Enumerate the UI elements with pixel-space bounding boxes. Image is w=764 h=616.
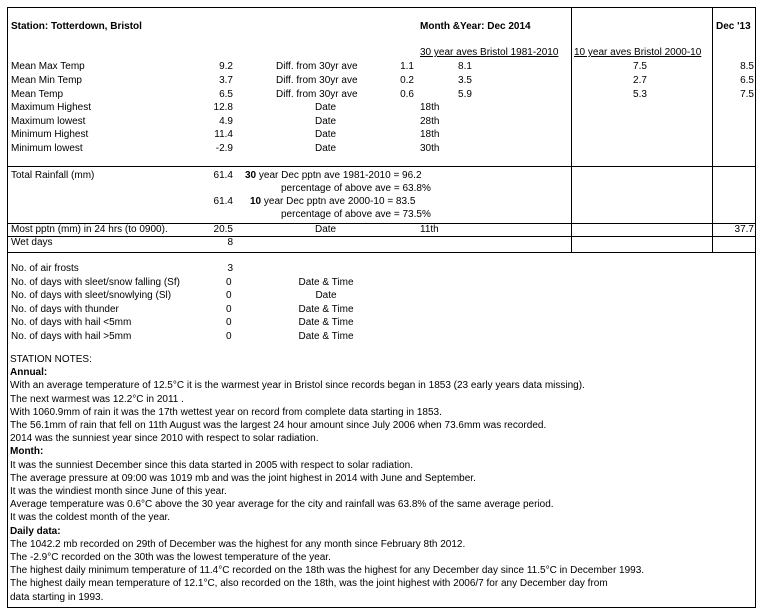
temp-prev: 7.5 [740, 89, 754, 100]
temp-diff-label: Diff. from 30yr ave [276, 61, 358, 72]
note-line: The 1042.2 mb recorded on 29th of December was the highest for any month since February 8th 2012. [10, 538, 466, 550]
rainfall-label: Total Rainfall (mm) [11, 170, 95, 181]
row-divider-temps [8, 166, 756, 167]
note-line: It was the sunniest December since this data started in 2005 with respect to solar radiation. [10, 459, 413, 471]
count-extra: Date & Time [298, 331, 354, 342]
temp-date: 18th [420, 129, 440, 140]
temp-label: Minimum Highest [11, 129, 89, 140]
count-label: No. of days with hail >5mm [11, 331, 132, 342]
prev-year-title: Dec '13 [716, 21, 751, 32]
temp-value: 9.2 [219, 61, 233, 72]
temp-date: 18th [420, 102, 440, 113]
note-line: The average pressure at 09:00 was 1019 mb and was the joint highest in 2014 with June and September. [10, 472, 476, 484]
count-value: 0 [226, 290, 232, 301]
col-divider-10yr [571, 8, 572, 253]
note-line: data starting in 1993. [10, 591, 104, 603]
temp-date-label: Date [315, 116, 337, 127]
temp-ave10: 2.7 [633, 75, 647, 86]
row-divider-most [8, 236, 756, 237]
rainfall-30yr-line [245, 170, 422, 182]
temp-ave10: 7.5 [633, 61, 647, 72]
count-label: No. of days with hail <5mm [11, 317, 132, 328]
ave30-heading: 30 year aves Bristol 1981-2010 [420, 47, 559, 58]
temp-label: Mean Temp [11, 89, 64, 100]
temp-label: Maximum lowest [11, 116, 86, 127]
col-divider-prev [712, 8, 713, 253]
count-extra: Date & Time [298, 277, 354, 288]
notes-month-heading: Month: [10, 446, 44, 458]
temp-prev: 6.5 [740, 75, 754, 86]
count-extra: Date [315, 290, 337, 301]
rainfall-10yr-bold: 10 [250, 196, 262, 207]
count-extra: Date & Time [298, 317, 354, 328]
temp-ave30: 8.1 [458, 61, 472, 72]
notes-daily-heading: Daily data: [10, 525, 61, 537]
rainfall-30yr-text: year Dec pptn ave 1981-2010 = 96.2 [256, 170, 422, 181]
rainfall-value-2: 61.4 [213, 196, 233, 207]
temp-prev: 8.5 [740, 61, 754, 72]
rainfall-30yr-bold: 30 [245, 170, 257, 181]
temp-value: 12.8 [213, 102, 233, 113]
temp-label: Minimum lowest [11, 143, 83, 154]
count-label: No. of days with sleet/snow falling (Sf) [11, 277, 180, 288]
temp-date: 28th [420, 116, 440, 127]
temp-diff-label: Diff. from 30yr ave [276, 75, 358, 86]
station-title: Station: Totterdown, Bristol [11, 21, 142, 32]
temp-diff-label: Diff. from 30yr ave [276, 89, 358, 100]
temp-value: 11.4 [214, 129, 233, 140]
note-line: The highest daily minimum temperature of 11.4°C recorded on the 18th was the highest for any December day since 11.5°C in December 1993. [10, 565, 645, 577]
most-pptn-label: Most pptn (mm) in 24 hrs (to 0900). [11, 224, 168, 235]
rainfall-10yr-text: year Dec pptn ave 2000-10 = 83.5 [261, 196, 416, 207]
most-pptn-prev: 37.7 [734, 224, 754, 235]
count-extra: Date & Time [298, 304, 354, 315]
temp-value: 6.5 [219, 89, 233, 100]
station-notes [10, 353, 750, 604]
notes-title: STATION NOTES: [10, 354, 92, 365]
note-line: The next warmest was 12.2°C in 2011 . [10, 393, 184, 405]
temp-diff: 1.1 [400, 61, 414, 72]
wet-days-value: 8 [227, 237, 233, 248]
ave10-heading: 10 year aves Bristol 2000-10 [574, 47, 702, 58]
notes-annual-heading: Annual: [10, 367, 48, 379]
count-value: 0 [226, 277, 232, 288]
temp-ave10: 5.3 [633, 89, 647, 100]
count-label: No. of air frosts [11, 263, 79, 274]
wet-days-label: Wet days [11, 237, 53, 248]
rainfall-10yr-percent: percentage of above ave = 73.5% [281, 209, 431, 220]
temp-ave30: 5.9 [458, 89, 472, 100]
note-line: 2014 was the sunniest year since 2010 with respect to solar radiation. [10, 433, 319, 445]
most-pptn-value: 20.5 [213, 224, 233, 235]
temp-ave30: 3.5 [458, 75, 472, 86]
note-line: It was the coldest month of the year. [10, 512, 171, 524]
temp-label: Mean Min Temp [11, 75, 82, 86]
temp-diff: 0.2 [400, 75, 414, 86]
temp-label: Maximum Highest [11, 102, 92, 113]
temp-value: -2.9 [215, 143, 233, 154]
temp-date-label: Date [315, 129, 337, 140]
temp-label: Mean Max Temp [11, 61, 85, 72]
rainfall-30yr-percent: percentage of above ave = 63.8% [281, 183, 431, 194]
rainfall-value: 61.4 [213, 170, 233, 181]
count-value: 0 [226, 331, 232, 342]
temp-date-label: Date [315, 143, 337, 154]
note-line: Average temperature was 0.6°C above the 30 year average for the city and rainfall was 63.8% of the same average period. [10, 499, 554, 511]
month-year-title: Month &Year: Dec 2014 [420, 21, 531, 32]
most-pptn-date: 11th [420, 224, 439, 235]
rainfall-10yr-line [250, 196, 415, 208]
temp-value: 3.7 [219, 75, 233, 86]
temp-date: 30th [420, 143, 440, 154]
count-value: 3 [227, 263, 233, 274]
note-line: With an average temperature of 12.5°C it is the warmest year in Bristol since records began in 1853 (23 early years data missing). [10, 380, 585, 392]
note-line: With 1060.9mm of rain it was the 17th wettest year on record from complete data starting in 1853. [10, 406, 442, 418]
count-label: No. of days with sleet/snowlying (Sl) [11, 290, 172, 301]
note-line: The 56.1mm of rain that fell on 11th August was the largest 24 hour amount since July 2006 when 73.6mm was recorded. [10, 420, 547, 432]
temp-date-label: Date [315, 102, 337, 113]
note-line: The -2.9°C recorded on the 30th was the lowest temperature of the year. [10, 552, 331, 564]
temp-diff: 0.6 [400, 89, 414, 100]
note-line: It was the windiest month since June of this year. [10, 486, 227, 498]
most-pptn-date-label: Date [315, 224, 337, 235]
temp-value: 4.9 [219, 116, 233, 127]
count-value: 0 [226, 304, 232, 315]
count-label: No. of days with thunder [11, 304, 119, 315]
row-divider-counts [8, 252, 756, 253]
count-value: 0 [226, 317, 232, 328]
note-line: The highest daily mean temperature of 12.1°C, also recorded on the 18th, was the joint highest with 2006/7 for any December day from [10, 578, 608, 590]
